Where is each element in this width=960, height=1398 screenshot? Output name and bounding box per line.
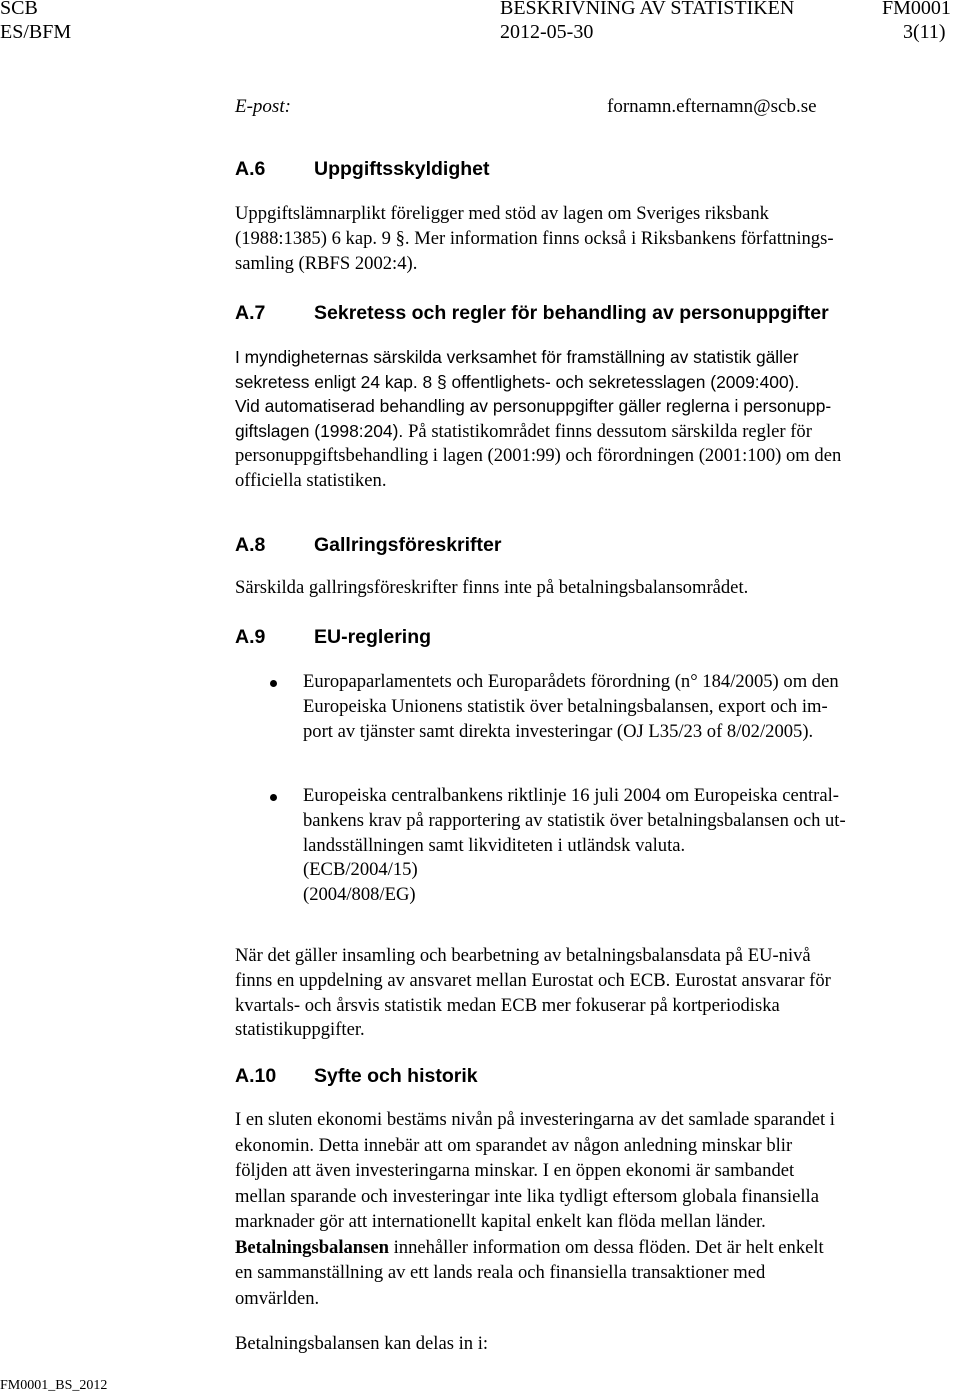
text-segment: På statistikområdet finns dessutom särskilda regler för (408, 420, 812, 442)
text-line: mellan sparande och investeringar inte lika tydligt eftersom globala finansiella (235, 1185, 819, 1207)
text-line: Uppgiftslämnarplikt föreligger med stöd av lagen om Sveriges riksbank (235, 203, 769, 224)
text-line: statistikuppgifter. (235, 1019, 365, 1041)
text-line: Europeiska Unionens statistik över betalningsbalansen, export och im- (303, 695, 828, 717)
bullet-icon (270, 680, 277, 687)
text-line (235, 419, 841, 445)
text-segment: innehåller information om dessa flöden. Det är helt enkelt (388, 1236, 824, 1258)
list-item (303, 670, 839, 744)
header-page-number: 3(11) (903, 21, 946, 43)
text-line: en sammanställning av ett lands reala och finansiella transaktioner med (235, 1262, 766, 1283)
text-line: När det gäller insamling och bearbetning av betalningsbalansdata på EU-nivå (235, 945, 811, 966)
text-line: omvärlden. (235, 1287, 320, 1309)
text-segment: giftslagen (1998:204). (235, 420, 404, 441)
section-body-a7 (235, 345, 841, 494)
section-title-a10: Syfte och historik (314, 1065, 478, 1087)
text-line: Vid automatiserad behandling av personuppgifter gäller reglerna i personupp- (235, 396, 832, 417)
text-line: samling (RBFS 2002:4). (235, 252, 418, 274)
section-paragraph-a9 (235, 944, 831, 1043)
text-line: Europaparlamentets och Europarådets förordning (n° 184/2005) om den (303, 671, 839, 692)
text-line: finns en uppdelning av ansvaret mellan Eurostat och ECB. Eurostat ansvarar för (235, 969, 831, 991)
email-label: E-post: (235, 96, 291, 117)
section-body-a10 (235, 1107, 835, 1311)
text-line: sekretess enligt 24 kap. 8 § offentlighets- och sekretesslagen (2009:400). (235, 371, 800, 392)
section-title-a9: EU-reglering (314, 626, 432, 648)
section-number-a8: A.8 (235, 534, 266, 556)
text-line (235, 1235, 835, 1261)
section-last-line-a10: Betalningsbalansen kan delas in i: (235, 1333, 489, 1354)
section-title-a8: Gallringsföreskrifter (314, 534, 502, 556)
footer-code: FM0001_BS_2012 (0, 1378, 108, 1393)
list-item (303, 784, 846, 908)
text-line: landsställningen samt likviditeten i utländsk valuta. (303, 834, 686, 856)
header-unit: ES/BFM (0, 21, 72, 43)
header-form-code: FM0001 (882, 0, 951, 19)
text-line: följden att även investeringarna minskar. I en öppen ekonomi är sambandet (235, 1160, 795, 1181)
section-number-a9: A.9 (235, 626, 266, 648)
text-line: I en sluten ekonomi bestäms nivån på investeringarna av det samlade sparandet i (235, 1109, 835, 1130)
email-value: fornamn.efternamn@scb.se (607, 96, 817, 117)
header-org: SCB (0, 0, 38, 19)
text-line: marknader gör att internationellt kapital enkelt kan flöda mellan länder. (235, 1211, 766, 1232)
text-line: (ECB/2004/15) (303, 859, 418, 881)
text-line: kvartals- och årsvis statistik medan ECB mer fokuserar på kortperiodiska (235, 994, 780, 1016)
text-line: personuppgiftsbehandling i lagen (2001:99) och förordningen (2001:100) om den (235, 445, 842, 467)
header-date: 2012-05-30 (500, 21, 594, 43)
section-body-a8: Särskilda gallringsföreskrifter finns inte på betalningsbalansområdet. (235, 577, 749, 598)
text-line: port av tjänster samt direkta investeringar (OJ L35/23 of 8/02/2005). (303, 720, 814, 742)
section-title-a7: Sekretess och regler för behandling av personuppgifter (314, 302, 829, 324)
section-body-a6 (235, 202, 834, 276)
text-line: I myndigheternas särskilda verksamhet för framställning av statistik gäller (235, 347, 799, 367)
text-line: Europeiska centralbankens riktlinje 16 juli 2004 om Europeiska central- (303, 785, 839, 806)
text-line: officiella statistiken. (235, 469, 387, 491)
text-line: (2004/808/EG) (303, 884, 416, 906)
header-doc-title: BESKRIVNING AV STATISTIKEN (500, 0, 795, 19)
section-title-a6: Uppgiftsskyldighet (314, 158, 490, 180)
text-line: (1988:1385) 6 kap. 9 §. Mer information finns också i Riksbankens författnings- (235, 227, 834, 249)
text-line: bankens krav på rapportering av statistik över betalningsbalansen och ut- (303, 809, 846, 831)
bullet-icon (270, 794, 277, 801)
bold-term: Betalningsbalansen (235, 1236, 389, 1258)
section-number-a6: A.6 (235, 158, 266, 180)
section-number-a10: A.10 (235, 1065, 277, 1087)
section-number-a7: A.7 (235, 302, 266, 324)
text-line: ekonomin. Detta innebär att om sparandet av någon anledning minskar blir (235, 1134, 793, 1156)
